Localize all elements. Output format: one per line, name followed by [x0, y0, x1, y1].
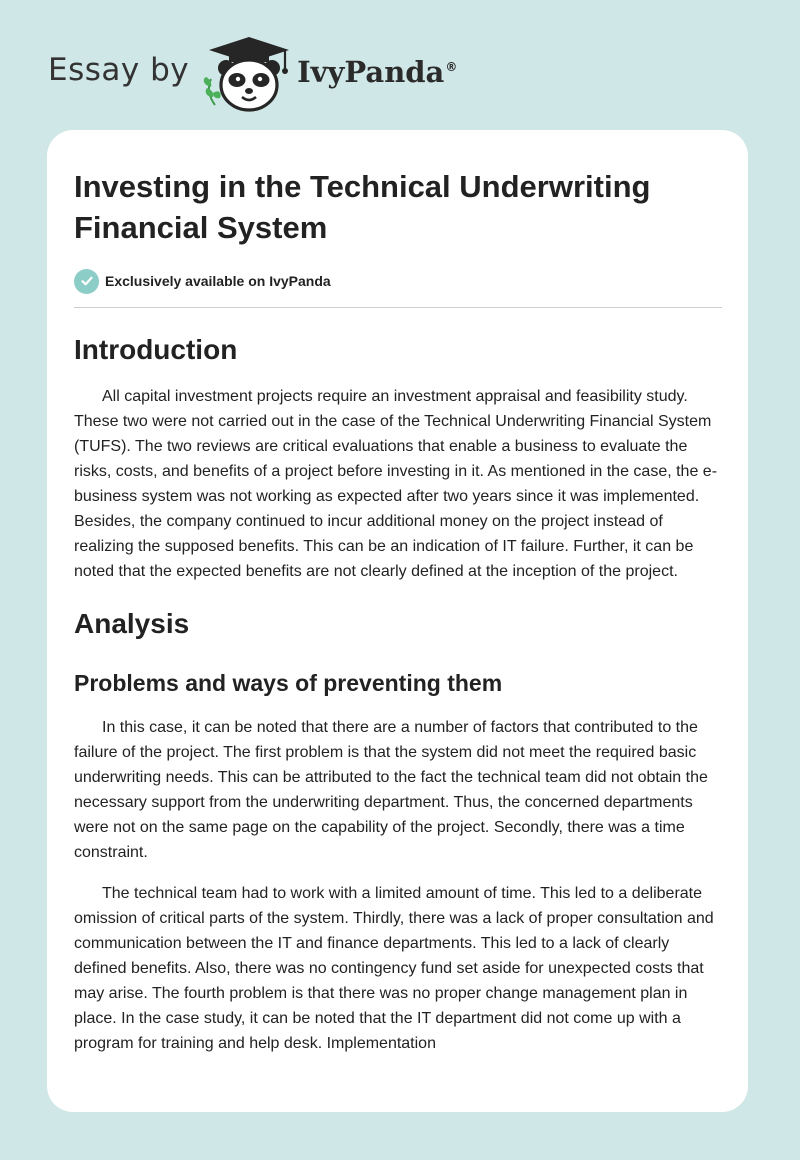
title-divider	[74, 307, 722, 308]
essay-card	[47, 130, 748, 1112]
essay-content	[74, 166, 722, 1056]
exclusive-badge	[74, 267, 722, 295]
introduction-paragraph: All capital investment projects require an investment appraisal and feasibility study. These two were not carried out in the case of the Technical Underwriting Financial System (TUFS). The two reviews are critical evaluations that enable a business to evaluate the risks, costs, and benefits of a project before investing in it. As mentioned in the case, the e-business system was not working as expected after two years since it was implemented. Besides, the company continued to incur additional money on the project instead of realizing the supposed benefits. This can be an indication of IT failure. Further, it can be noted that the expected benefits are not clearly defined at the inception of the project.	[74, 388, 718, 580]
check-circle-icon	[74, 269, 99, 294]
site-header	[48, 34, 457, 114]
analysis-paragraph: In this case, it can be noted that there are a number of factors that contributed to the failure of the project. The first problem is that the system did not meet the required basic underwriting needs. This can be attributed to the fact the technical team did not obtain the necessary support from the underwriting department. Thus, the concerned departments were not on the same page on the capability of the project. Secondly, there was a time constraint.	[74, 719, 708, 861]
panda-graduate-logo-icon[interactable]	[203, 35, 295, 113]
exclusive-badge-text: Exclusively available on IvyPanda	[105, 273, 331, 289]
ivypanda-brand-name[interactable]: IvyPanda®	[297, 55, 458, 89]
analysis-paragraph: The technical team had to work with a limited amount of time. This led to a deliberate omission of critical parts of the system. Thirdly, there was a lack of proper consultation and communication between the IT and finance departments. This led to a lack of clearly defined benefits. Also, there was no contingency fund set aside for unexpected costs that may arise. The fourth problem is that there was no proper change management plan in place. In the case study, it can be noted that the IT department did not come up with a program for training and help desk. Implementation	[74, 885, 714, 1052]
essay-by-label: Essay by	[48, 52, 190, 88]
introduction-heading: Introduction	[74, 334, 238, 365]
essay-title: Investing in the Technical Underwriting Financial System	[74, 169, 651, 245]
analysis-heading: Analysis	[74, 608, 190, 639]
problems-subheading: Problems and ways of preventing them	[74, 670, 503, 696]
registered-mark: ®	[445, 60, 458, 75]
